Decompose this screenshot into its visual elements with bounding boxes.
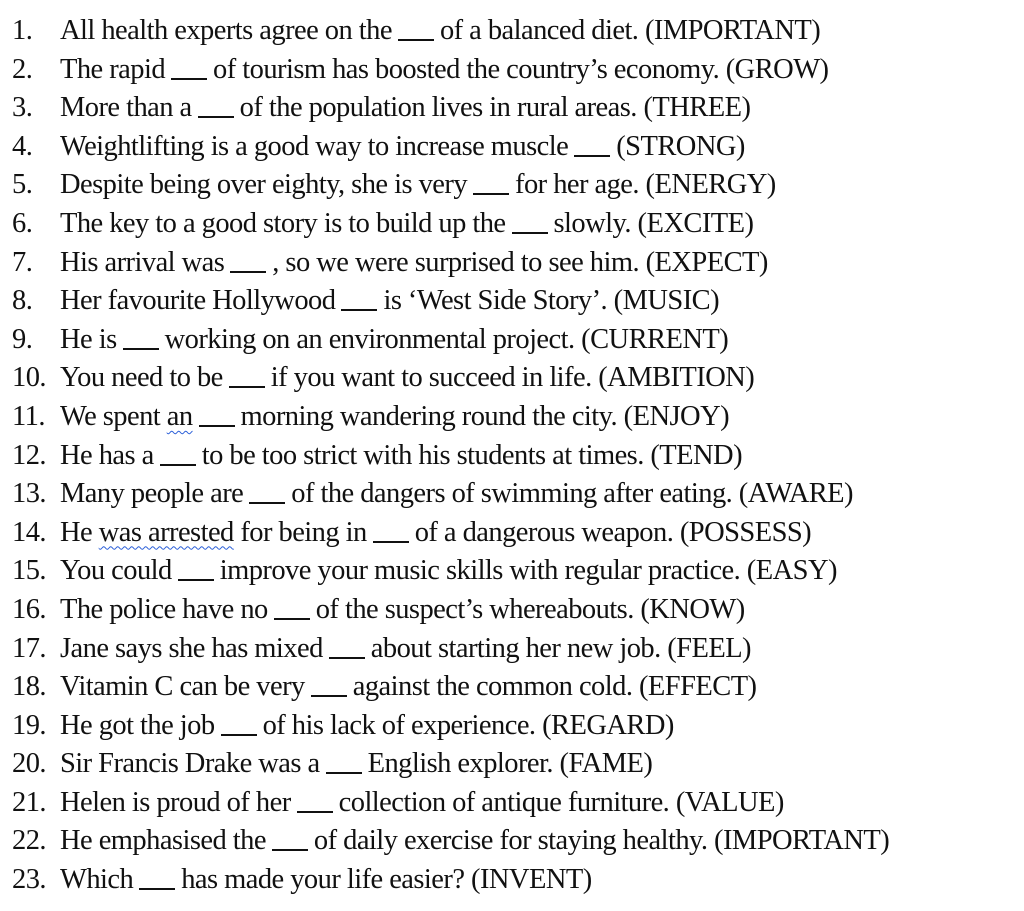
item-number: 6.: [12, 207, 33, 239]
item-number: 9.: [12, 323, 33, 355]
answer-blank: [574, 155, 610, 157]
item-text-after: is ‘West Side Story’. (MUSIC): [383, 285, 720, 317]
item-number: 20.: [12, 748, 46, 780]
item-text-after: of daily exercise for staying healthy. (IMPORTANT): [313, 825, 890, 857]
item-number: 21.: [12, 786, 46, 818]
list-item: [0, 861, 1024, 900]
answer-blank: [230, 271, 266, 273]
item-text-before: Which: [60, 864, 134, 896]
item-text-before: Weightlifting is a good way to increase muscle: [60, 130, 569, 162]
spellcheck-flagged-phrase: was arrested: [98, 516, 234, 548]
answer-blank: [199, 425, 235, 427]
item-text-after: slowly. (EXCITE): [553, 207, 754, 239]
item-text-after: of a dangerous weapon. (POSSESS): [414, 516, 812, 548]
item-number: 7.: [12, 246, 33, 278]
list-item: [0, 282, 1024, 321]
item-number: 18.: [12, 671, 46, 703]
answer-blank: [274, 618, 310, 620]
list-item: [0, 128, 1024, 167]
item-text-after: for her age. (ENERGY): [515, 169, 776, 201]
answer-blank: [311, 695, 347, 697]
item-text-after: of the dangers of swimming after eating. (AWARE): [291, 478, 853, 510]
answer-blank: [139, 888, 175, 890]
list-item: [0, 51, 1024, 90]
item-text-before: The rapid: [60, 53, 166, 85]
spellcheck-flagged-word: an: [166, 400, 193, 432]
item-number: 3.: [12, 92, 33, 124]
item-number: 8.: [12, 285, 33, 317]
item-text-after: of his lack of experience. (REGARD): [262, 709, 674, 741]
list-item: [0, 591, 1024, 630]
list-item: [0, 437, 1024, 476]
item-text-before: He is: [60, 323, 117, 355]
answer-blank: [178, 579, 214, 581]
item-text-before: We spent: [60, 400, 161, 432]
item-number: 5.: [12, 169, 33, 201]
answer-blank: [171, 78, 207, 80]
item-text-before: Jane says she has mixed: [60, 632, 323, 664]
item-number: 23.: [12, 864, 46, 896]
list-item: [0, 668, 1024, 707]
item-text-after: of the population lives in rural areas. (THREE): [239, 92, 751, 124]
list-item: [0, 205, 1024, 244]
item-text-after: English explorer. (FAME): [367, 748, 653, 780]
item-text-after: if you want to succeed in life. (AMBITION): [270, 362, 755, 394]
item-text-after: , so we were surprised to see him. (EXPECT): [272, 246, 768, 278]
item-number: 10.: [12, 362, 46, 394]
item-text-before: The key to a good story is to build up the: [60, 207, 506, 239]
item-number: 19.: [12, 709, 46, 741]
item-text-before: Vitamin C can be very: [60, 671, 305, 703]
list-item: [0, 166, 1024, 205]
item-text-before: He got the job: [60, 709, 215, 741]
item-text-before: The police have no: [60, 593, 268, 625]
answer-blank: [398, 39, 434, 41]
answer-blank: [123, 348, 159, 350]
list-item: [0, 321, 1024, 360]
item-text-before: More than a: [60, 92, 192, 124]
answer-blank: [326, 772, 362, 774]
answer-blank: [272, 849, 308, 851]
item-number: 15.: [12, 555, 46, 587]
item-number: 12.: [12, 439, 46, 471]
item-text-after: of the suspect’s whereabouts. (KNOW): [315, 593, 745, 625]
item-number: 14.: [12, 516, 46, 548]
item-text-after: improve your music skills with regular practice. (EASY): [219, 555, 837, 587]
item-text-after: working on an environmental project. (CURRENT): [164, 323, 729, 355]
item-text-before: Sir Francis Drake was a: [60, 748, 320, 780]
item-number: 1.: [12, 15, 33, 46]
item-text-after: to be too strict with his students at times. (TEND): [201, 439, 743, 471]
item-text-after: has made your life easier? (INVENT): [181, 864, 592, 896]
item-number: 22.: [12, 825, 46, 857]
list-item: [0, 12, 1024, 51]
list-item: [0, 822, 1024, 861]
item-number: 17.: [12, 632, 46, 664]
item-text-before: He emphasised the: [60, 825, 266, 857]
item-text-before: Helen is proud of her: [60, 786, 291, 818]
item-text-before: He has a: [60, 439, 154, 471]
item-text-before: He: [60, 516, 93, 548]
list-item: [0, 244, 1024, 283]
item-number: 4.: [12, 130, 33, 162]
item-text-before: His arrival was: [60, 246, 225, 278]
list-item: [0, 784, 1024, 823]
item-text-after: of tourism has boosted the country’s economy. (GROW): [213, 53, 829, 85]
item-text-after: morning wandering round the city. (ENJOY): [240, 400, 730, 432]
answer-blank: [229, 386, 265, 388]
item-text-after: (STRONG): [616, 130, 745, 162]
answer-blank: [373, 541, 409, 543]
item-number: 16.: [12, 593, 46, 625]
answer-blank: [512, 232, 548, 234]
list-item: [0, 514, 1024, 553]
list-item: [0, 398, 1024, 437]
item-text-before: All health experts agree on the: [60, 15, 392, 46]
item-number: 2.: [12, 53, 33, 85]
item-text-before-continued: for being in: [240, 516, 367, 548]
answer-blank: [160, 464, 196, 466]
item-text-after: against the common cold. (EFFECT): [352, 671, 757, 703]
list-item: [0, 630, 1024, 669]
answer-blank: [341, 309, 377, 311]
list-item: [0, 475, 1024, 514]
item-text-after: about starting her new job. (FEEL): [370, 632, 751, 664]
list-item: [0, 552, 1024, 591]
item-text-before: You could: [60, 555, 172, 587]
answer-blank: [198, 116, 234, 118]
answer-blank: [249, 502, 285, 504]
item-text-before: Her favourite Hollywood: [60, 285, 336, 317]
item-number: 13.: [12, 478, 46, 510]
list-item: [0, 707, 1024, 746]
item-text-after: of a balanced diet. (IMPORTANT): [439, 15, 821, 46]
list-item: [0, 745, 1024, 784]
item-text-before: You need to be: [60, 362, 223, 394]
answer-blank: [297, 811, 333, 813]
list-item: [0, 359, 1024, 398]
answer-blank: [221, 734, 257, 736]
answer-blank: [473, 193, 509, 195]
item-text-after: collection of antique furniture. (VALUE): [338, 786, 784, 818]
item-text-before: Despite being over eighty, she is very: [60, 169, 468, 201]
item-number: 11.: [12, 400, 45, 432]
answer-blank: [329, 657, 365, 659]
item-text-before: Many people are: [60, 478, 244, 510]
list-item: [0, 89, 1024, 128]
